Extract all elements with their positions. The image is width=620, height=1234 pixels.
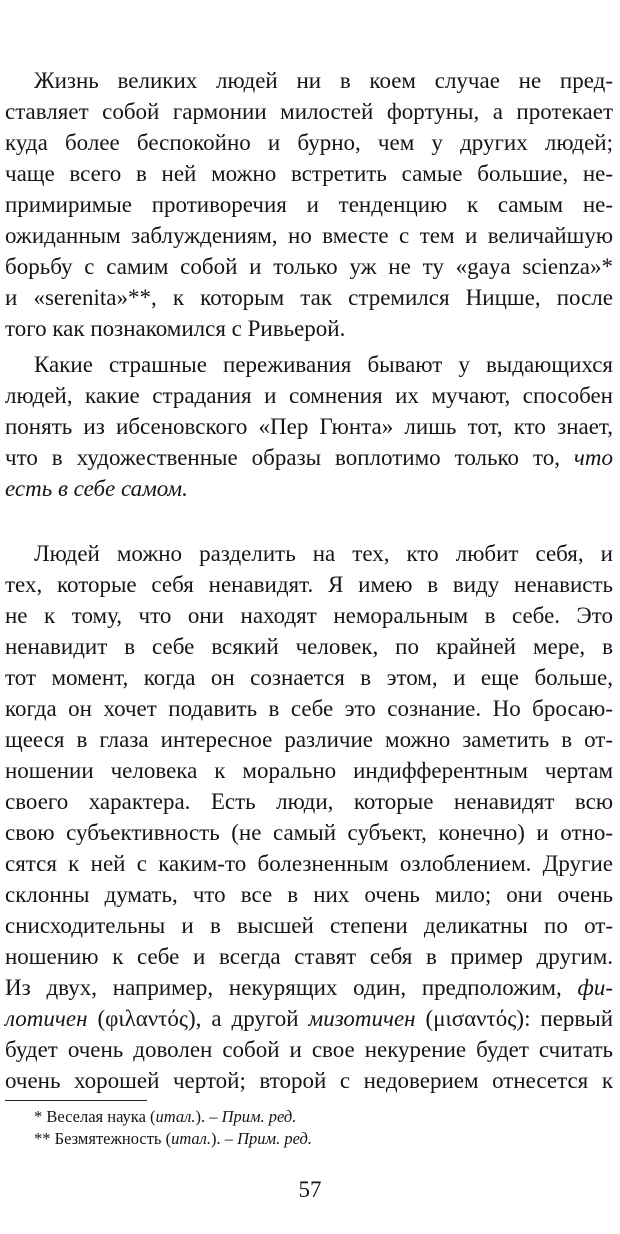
text-line: щееся в глаза интересное различие можно заметить в от- — [5, 727, 613, 752]
text-line: своего характера. Есть люди, которые ненавидят всю — [5, 789, 613, 814]
text-segment: Из двух, например, некурящих один, предположим, — [5, 975, 562, 1000]
text-line: того как познакомился с Ривьерой. — [5, 316, 346, 341]
text-line: Жизнь великих людей ни в коем случае не пред- — [34, 68, 613, 93]
text-segment: что в художественные образы воплотимо только то, — [5, 445, 560, 470]
text-line: тех, которые себя ненавидят. Я имею в виду ненависть — [5, 572, 613, 597]
text-line: Людей можно разделить на тех, кто любит себя, и — [34, 541, 613, 566]
footnote — [34, 1106, 296, 1128]
text-line: сятся к ней с каким-то болезненным озлоблением. Другие — [5, 851, 613, 876]
text-line: склонны думать, что все в них очень мило; они очень — [5, 882, 613, 907]
footnote-divider — [5, 1100, 147, 1101]
italic-text: мизотичен — [308, 1006, 416, 1031]
italic-text: есть в себе самом. — [5, 476, 188, 501]
text-line: людей, какие страдания и сомнения их мучают, способен — [5, 383, 613, 408]
punctuation: ). — [195, 1107, 206, 1126]
greek-term: (φιλαντός), — [97, 1006, 202, 1031]
text-line — [5, 474, 613, 504]
footnote-mark: * — [34, 1107, 43, 1126]
text-line: когда он хочет подавить в себе это сознание. Но бросаю- — [5, 696, 613, 721]
italic-text: что — [573, 445, 613, 470]
text-segment: первый — [540, 1006, 614, 1031]
punctuation: – — [224, 1129, 233, 1148]
text-line: ожиданным заблуждениям, но вместе с тем и величайшую — [5, 223, 613, 248]
text-segment: а другой — [211, 1006, 299, 1031]
text-line: ношении человека к морально индифферентным чертам — [5, 758, 613, 783]
text-line: свою субъективность (не самый субъект, конечно) и отно- — [5, 820, 613, 845]
text-line: ненавидит в себе всякий человек, по крайней мере, в — [5, 634, 613, 659]
italic-text: лотичен — [5, 1006, 88, 1031]
text-line: очень хорошей чертой; второй с недоверием отнесется к — [5, 1068, 613, 1093]
text-line: борьбу с самим собой и только уж не ту «gaya scienza»* — [5, 254, 613, 279]
text-line: куда более беспокойно и бурно, чем у других людей; — [5, 130, 613, 155]
footnote-ref: Прим. ред. — [221, 1107, 297, 1126]
text-line: будет очень доволен собой и свое некурение будет считать — [5, 1037, 613, 1062]
punctuation: ). — [211, 1129, 221, 1148]
punctuation: ( — [150, 1107, 156, 1126]
footnote-ref: Прим. ред. — [237, 1129, 312, 1148]
greek-term: (μισαντός): — [425, 1006, 531, 1031]
italic-text: фи- — [577, 975, 613, 1000]
text-line: ставляет собой гармонии милостей фортуны, а протекает — [5, 99, 613, 124]
page-number: 57 — [298, 1177, 322, 1202]
footnote-text: Безмятежность — [54, 1129, 162, 1148]
text-line: чаще всего в ней можно встретить самые большие, не- — [5, 161, 613, 186]
text-line: понять из ибсеновского «Пер Гюнта» лишь тот, кто знает, — [5, 414, 613, 439]
italic-text: итал. — [155, 1107, 196, 1126]
text-line — [5, 1004, 613, 1034]
punctuation: ( — [165, 1129, 172, 1148]
text-line: и «serenita»**, к которым так стремился Ницше, после — [5, 285, 613, 310]
text-line: ношению к себе и всегда ставят себя в пример другим. — [5, 944, 613, 969]
text-line: снисходительны и в высшей степени деликатны по от- — [5, 913, 613, 938]
text-line — [5, 443, 613, 473]
text-line: тот момент, когда он сознается в этом, и еще больше, — [5, 665, 613, 690]
italic-text: итал. — [171, 1129, 211, 1148]
footnote — [34, 1128, 312, 1150]
text-line: не к тому, что они находят неморальным в себе. Это — [5, 603, 613, 628]
text-line: примиримые противоречия и тенденцию к самым не- — [5, 192, 613, 217]
text-line: Какие страшные переживания бывают у выдающихся — [34, 352, 613, 377]
text-line — [5, 973, 613, 1003]
footnote-text: Веселая наука — [46, 1107, 146, 1126]
punctuation: – — [209, 1107, 218, 1126]
footnote-mark: ** — [34, 1129, 51, 1148]
